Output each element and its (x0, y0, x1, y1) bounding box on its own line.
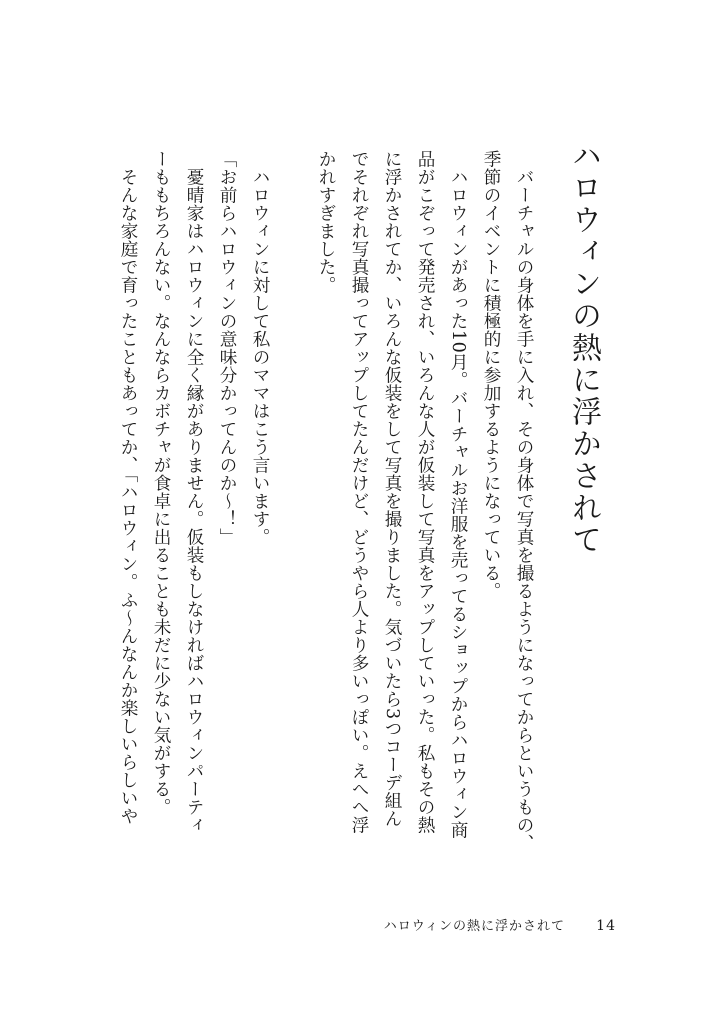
running-title: ハロウィンの熱に浮かされて (383, 919, 566, 934)
chapter-title: ハロウィンの熱に浮かされて (566, 140, 601, 556)
page-footer (384, 915, 616, 934)
text-line: 憂晴家はハロウィンに全く縁がありません。仮装もしなければハロウィンパーティ (184, 150, 204, 834)
text-line: バーチャルの身体を手に入れ、その身体で写真を撮るようになってからというもの、 (514, 150, 534, 852)
page-number: 14 (596, 918, 616, 934)
text-line: 季節のイベントに積極的に参加するようになっている。 (481, 150, 501, 600)
blank-line (276, 150, 309, 890)
text-line: ハロウィンがあった10月。バーチャルお洋服を売ってるショップからハロウィン商 (448, 150, 468, 840)
text-line: に浮かされてか、いろんな仮装をして写真を撮りました。気づいたら3つコーデ組ん (382, 150, 402, 828)
text-line: ハロウィンに対して私のママはこう言います。 (250, 150, 270, 546)
text-line: でそれぞれ写真撮ってアップしてたんだけど、どうやら人より多いっぽい。えへへ浮 (349, 150, 369, 834)
text-line: 「お前らハロウィンの意味分かってんのか〜！」 (217, 150, 237, 546)
body-text (92, 150, 540, 890)
text-line: かれすぎました。 (316, 150, 336, 294)
text-line: そんな家庭で育ったこともあってか、「ハロウィン。ふ〜んなんか楽しいらしいや (118, 150, 138, 826)
text-line: ーももちろんない。なんならカボチャが食卓に出ることも未だに少ない気がする。 (151, 150, 171, 816)
text-line: 品がこぞって発売され、いろんな人が仮装して写真をアップしていった。私もその熱 (415, 150, 435, 834)
